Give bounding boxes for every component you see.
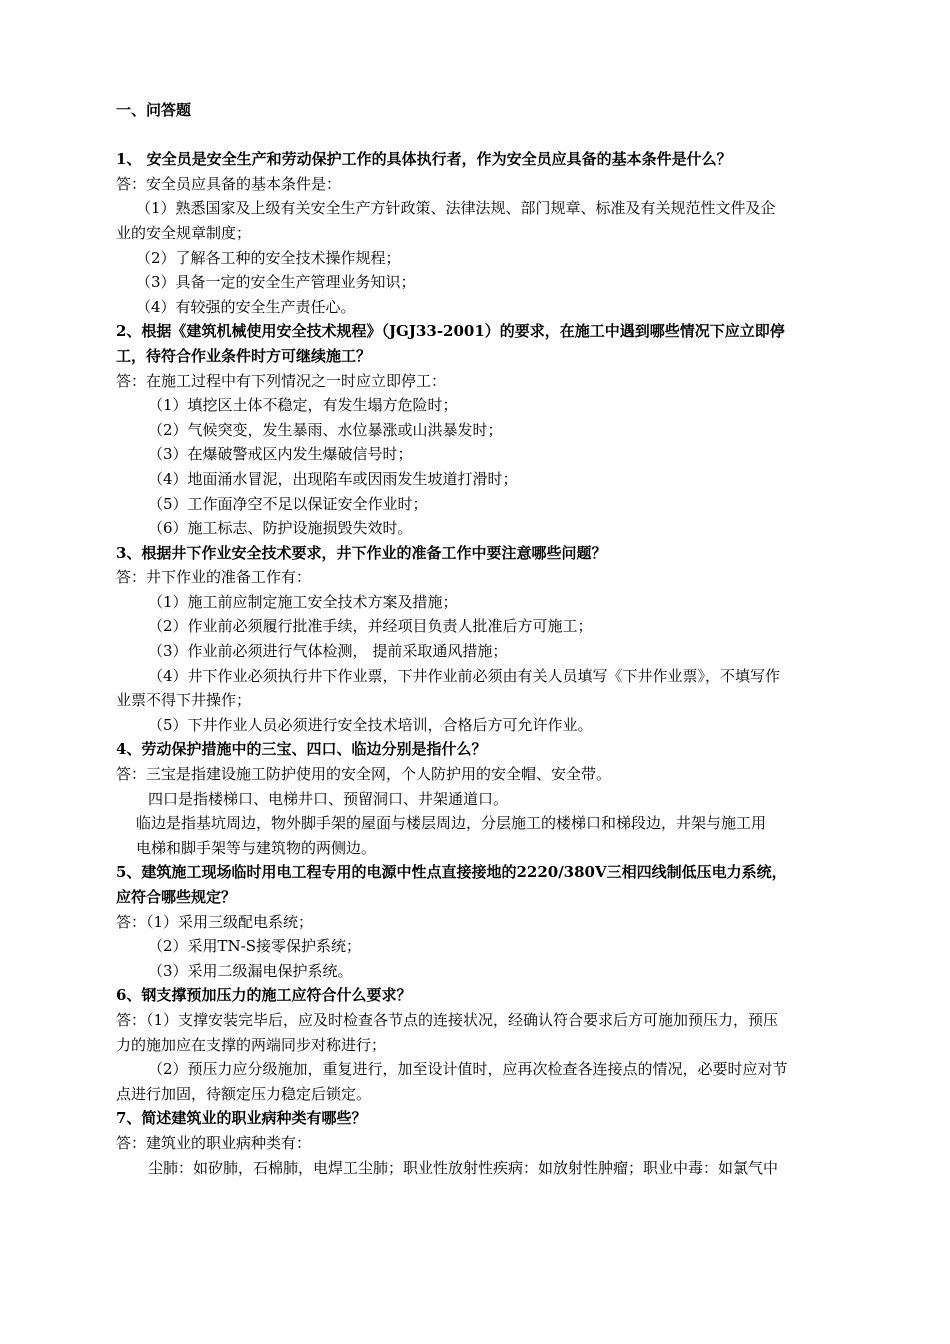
question-1: 1、 安全员是安全生产和劳动保护工作的具体执行者，作为安全员应具备的基本条件是什么？	[116, 150, 732, 169]
answer-2-item: （6）施工标志、防护设施损毁失效时。	[148, 519, 413, 538]
answer-1: 答：安全员应具备的基本条件是：	[116, 174, 342, 193]
question-5-line-1: 5、建筑施工现场临时用电工程专用的电源中性点直接接地的2220/380V三相四线制低压电力系统，	[116, 863, 787, 882]
answer-6: 答：（1）支撑安装完毕后，应及时检查各节点的连接状况，经确认符合要求后方可施加预压力，预压	[116, 1010, 779, 1029]
answer-2: 答：在施工过程中有下列情况之一时应立即停工：	[116, 371, 447, 390]
answer-3-item: 业票不得下井操作；	[116, 691, 252, 710]
answer-3-item: （3）作业前必须进行气体检测， 提前采取通风措施；	[148, 642, 508, 661]
question-2-line-2: 工，待符合作业条件时方可继续施工？	[116, 346, 372, 365]
question-3: 3、根据井下作业安全技术要求，井下作业的准备工作中要注意哪些问题？	[116, 543, 607, 562]
answer-5-item: （3）采用二级漏电保护系统。	[148, 961, 353, 980]
question-4: 4、劳动保护措施中的三宝、四口、临边分别是指什么？	[116, 740, 487, 759]
answer-2-item: （2）气候突变，发生暴雨、水位暴涨或山洪暴发时；	[148, 420, 503, 439]
answer-3-item: （4）井下作业必须执行井下作业票，下井作业前必须由有关人员填写《下井作业票》，不填写作	[148, 666, 781, 685]
answer-6-item: 力的施加应在支撑的两端同步对称进行；	[116, 1035, 387, 1054]
answer-6-item: （2）预压力应分级施加，重复进行，加至设计值时，应再次检查各连接点的情况，必要时应对节	[148, 1060, 788, 1079]
answer-2-item: （4）地面涌水冒泥，出现陷车或因雨发生坡道打滑时；	[148, 469, 518, 488]
answer-3: 答：井下作业的准备工作有：	[116, 568, 312, 587]
answer-4: 答：三宝是指建设施工防护使用的安全网，个人防护用的安全帽、安全带。	[116, 765, 612, 784]
answer-1-item: （1）熟悉国家及上级有关安全生产方针政策、法律法规、部门规章、标准及有关规范性文件及企	[136, 199, 776, 218]
answer-3-item: （5）下井作业人员必须进行安全技术培训，合格后方可允许作业。	[148, 715, 593, 734]
answer-5: 答：（1）采用三级配电系统；	[116, 912, 314, 931]
answer-4-item: 电梯和脚手架等与建筑物的两侧边。	[136, 838, 377, 857]
question-5-line-2: 应符合哪些规定？	[116, 888, 237, 906]
answer-2-item: （1）填挖区土体不稳定，有发生塌方危险时；	[148, 396, 458, 415]
answer-4-item: 四口是指楼梯口、电梯井口、预留洞口、井架通道口。	[148, 789, 509, 808]
answer-5-item: （2）采用TN-S接零保护系统；	[148, 937, 362, 956]
answer-6-item: 点进行加固，待额定压力稳定后锁定。	[116, 1084, 372, 1103]
answer-3-item: （2）作业前必须履行批准手续，并经项目负责人批准后方可施工；	[148, 617, 593, 636]
question-2-line-1: 2、根据《建筑机械使用安全技术规程》（JGJ33-2001）的要求，在施工中遇到哪些情况下应立即停	[116, 322, 785, 341]
answer-2-item: （3）在爆破警戒区内发生爆破信号时；	[148, 445, 413, 464]
answer-1-item: （3）具备一定的安全生产管理业务知识；	[136, 273, 416, 292]
answer-2-item: （5）工作面净空不足以保证安全作业时；	[148, 494, 428, 513]
answer-1-item: （4）有较强的安全生产责任心。	[136, 297, 356, 316]
answer-7: 答：建筑业的职业病种类有：	[116, 1133, 312, 1152]
answer-1-item: 业的安全规章制度；	[116, 223, 252, 242]
answer-3-item: （1）施工前应制定施工安全技术方案及措施；	[148, 592, 458, 611]
question-6: 6、钢支撑预加压力的施工应符合什么要求？	[116, 986, 412, 1005]
question-7: 7、简述建筑业的职业病种类有哪些？	[116, 1109, 367, 1128]
answer-7-item: 尘肺：如矽肺，石棉肺，电焊工尘肺；职业性放射性疾病：如放射性肿瘤；职业中毒：如氯气中	[148, 1158, 779, 1177]
answer-4-item: 临边是指基坑周边，物外脚手架的屋面与楼层周边，分层施工的楼梯口和梯段边，井架与施工用	[136, 814, 767, 833]
section-title: 一、问答题	[116, 101, 192, 119]
answer-1-item: （2）了解各工种的安全技术操作规程；	[136, 248, 401, 267]
document-page	[116, 98, 858, 1180]
